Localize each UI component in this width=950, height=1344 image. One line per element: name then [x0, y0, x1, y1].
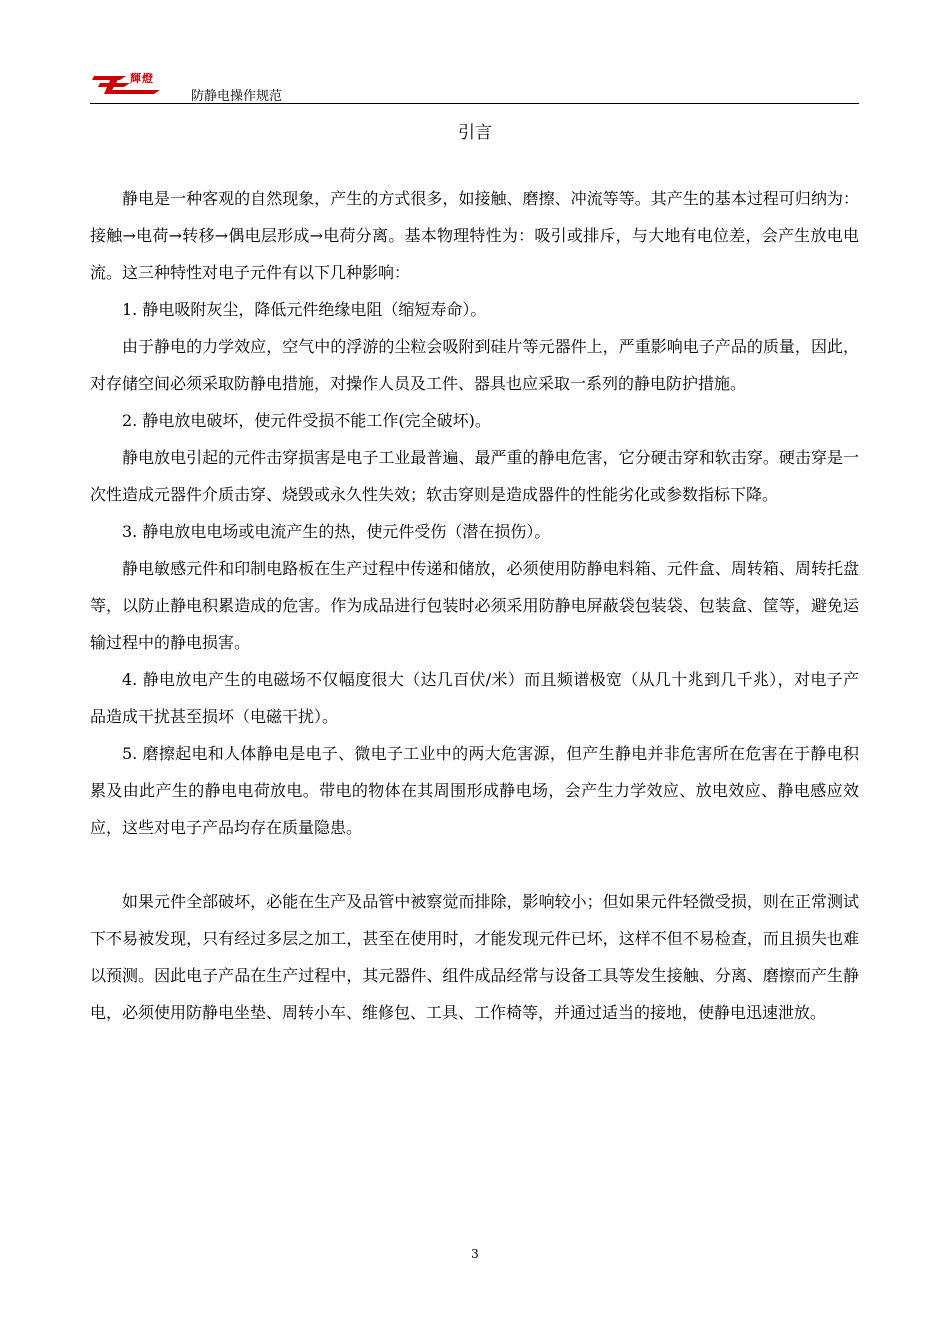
- paragraph: 静电敏感元件和印制电路板在生产过程中传递和储放，必须使用防静电料箱、元件盒、周转箱、周转托盘等，以防止静电积累造成的危害。作为成品进行包装时必须采用防静电屏蔽袋包装袋、包装盒、筐等，避免运输过程中的静电损害。: [90, 559, 859, 652]
- page-title: 引言: [458, 123, 492, 143]
- header-divider: [90, 103, 859, 104]
- body-text: [90, 180, 859, 1031]
- paragraph: 3. 静电放电电场或电流产生的热，使元件受伤（潜在损伤）。: [122, 522, 551, 541]
- company-logo: [90, 66, 162, 100]
- page-header: [90, 62, 859, 104]
- paragraph: 如果元件全部破坏，必能在生产及品管中被察觉而排除，影响较小；但如果元件轻微受损，则在正常测试下不易被发现，只有经过多层之加工，甚至在使用时，才能发现元件已坏，这样不但不易检查，而且损失也难以预测。因此电子产品在生产过程中，其元器件、组件成品经常与设备工具等发生接触、分离、磨擦而产生静电，必须使用防静电坐垫、周转小车、维修包、工具、工作椅等，并通过适当的接地，使静电迅速泄放。: [90, 892, 859, 1022]
- page-number: 3: [471, 1247, 479, 1261]
- paragraph: 5. 磨擦起电和人体静电是电子、微电子工业中的两大危害源，但产生静电并非危害所在危害在于静电积累及由此产生的静电电荷放电。带电的物体在其周围形成静电场，会产生力学效应、放电效应、静电感应效应，这些对电子产品均存在质量隐患。: [90, 744, 859, 837]
- paragraph: 由于静电的力学效应，空气中的浮游的尘粒会吸附到硅片等元器件上，严重影响电子产品的质量，因此，对存储空间必须采取防静电措施，对操作人员及工件、器具也应采取一系列的静电防护措施。: [90, 337, 859, 393]
- logo-text: 輝燈: [130, 72, 154, 85]
- paragraph: 1. 静电吸附灰尘，降低元件绝缘电阻（缩短寿命）。: [122, 300, 487, 319]
- paragraph: 静电是一种客观的自然现象，产生的方式很多，如接触、磨擦、冲流等等。其产生的基本过程可归纳为：接触→电荷→转移→偶电层形成→电荷分离。基本物理特性为：吸引或排斥，与大地有电位差，会产生放电电流。这三种特性对电子元件有以下几种影响：: [90, 189, 859, 282]
- paragraph: 4. 静电放电产生的电磁场不仅幅度很大（达几百伏/米）而且频谱极宽（从几十兆到几千兆），对电子产品造成干扰甚至损坏（电磁干扰）。: [90, 670, 859, 726]
- header-title: 防静电操作规范: [191, 89, 283, 104]
- paragraph: 2. 静电放电破坏，使元件受损不能工作(完全破坏)。: [122, 411, 491, 430]
- paragraph: 静电放电引起的元件击穿损害是电子工业最普遍、最严重的静电危害，它分硬击穿和软击穿。硬击穿是一次性造成元器件介质击穿、烧毁或永久性失效；软击穿则是造成器件的性能劣化或参数指标下降。: [90, 448, 859, 504]
